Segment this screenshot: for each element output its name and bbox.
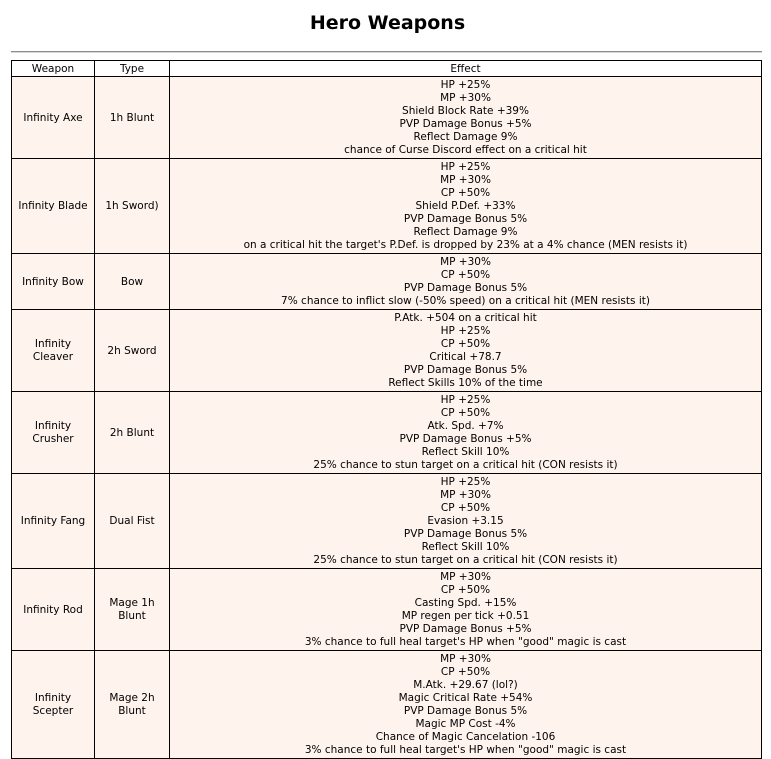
effect-line: CP +50% (440, 584, 491, 596)
table-row (12, 474, 762, 569)
effect-line: PVP Damage Bonus 5% (403, 364, 528, 376)
weapon-effect-cell (170, 77, 762, 159)
weapon-effect-cell (170, 159, 762, 254)
table-row (12, 254, 762, 310)
effect-line: 25% chance to stun target on a critical hit (CON resists it) (313, 459, 618, 471)
effect-line: 25% chance to stun target on a critical hit (CON resists it) (313, 554, 618, 566)
effect-line: PVP Damage Bonus +5% (399, 118, 532, 130)
effect-line: Chance of Magic Cancelation -106 (375, 731, 556, 743)
effect-line: PVP Damage Bonus +5% (399, 433, 532, 445)
effect-line: Casting Spd. +15% (414, 597, 517, 609)
effect-line: M.Atk. +29.67 (lol?) (413, 679, 518, 691)
effect-line: HP +25% (440, 325, 491, 337)
weapon-name-cell: Infinity Axe (12, 77, 95, 159)
effect-line: P.Atk. +504 on a critical hit (394, 312, 537, 324)
effect-line: HP +25% (440, 394, 491, 406)
column-header-effect: Effect (170, 61, 762, 77)
effect-line: HP +25% (440, 161, 491, 173)
effect-line: Evasion +3.15 (427, 515, 504, 527)
effect-line: PVP Damage Bonus 5% (403, 705, 528, 717)
weapon-name-cell: Infinity Bow (12, 254, 95, 310)
effect-line: PVP Damage Bonus 5% (403, 528, 528, 540)
effect-line: CP +50% (440, 187, 491, 199)
weapon-type-cell: Bow (95, 254, 170, 310)
weapon-type-cell: 2h Sword (95, 310, 170, 392)
effect-line: PVP Damage Bonus +5% (399, 623, 532, 635)
weapon-name-cell: Infinity Fang (12, 474, 95, 569)
weapon-name-cell: Infinity Blade (12, 159, 95, 254)
effect-line: Magic Critical Rate +54% (398, 692, 533, 704)
weapon-name-cell: Infinity Scepter (12, 651, 95, 759)
title-divider (11, 51, 762, 53)
table-row (12, 310, 762, 392)
effect-line: MP +30% (440, 653, 491, 665)
effect-line: Magic MP Cost -4% (415, 718, 516, 730)
table-row (12, 77, 762, 159)
effect-line: on a critical hit the target's P.Def. is dropped by 23% at a 4% chance (MEN resists it) (243, 239, 688, 251)
weapon-effect-cell (170, 569, 762, 651)
table-row (12, 569, 762, 651)
table-row (12, 159, 762, 254)
effect-line: Reflect Damage 9% (413, 131, 518, 143)
effect-line: HP +25% (440, 79, 491, 91)
effect-line: Shield P.Def. +33% (415, 200, 516, 212)
weapon-type-cell: Dual Fist (95, 474, 170, 569)
column-header-weapon: Weapon (12, 61, 95, 77)
table-row (12, 651, 762, 759)
effect-line: CP +50% (440, 502, 491, 514)
weapon-rows (12, 77, 762, 759)
effect-line: 7% chance to inflict slow (-50% speed) on a critical hit (MEN resists it) (281, 295, 650, 307)
weapon-type-cell: 1h Sword) (95, 159, 170, 254)
effect-line: Shield Block Rate +39% (402, 105, 529, 117)
weapon-type-cell: Mage 2h Blunt (95, 651, 170, 759)
weapon-name-cell: Infinity Cleaver (12, 310, 95, 392)
effect-line: Critical +78.7 (429, 351, 502, 363)
effect-line: Reflect Damage 9% (413, 226, 518, 238)
weapon-name-cell: Infinity Crusher (12, 392, 95, 474)
effect-line: MP +30% (440, 92, 491, 104)
effect-line: PVP Damage Bonus 5% (403, 213, 528, 225)
effect-line: PVP Damage Bonus 5% (403, 282, 528, 294)
effect-line: MP +30% (440, 174, 491, 186)
effect-line: 3% chance to full heal target's HP when "good" magic is cast (304, 744, 627, 756)
column-header-type: Type (95, 61, 170, 77)
hero-weapons-table (11, 60, 762, 759)
weapon-type-cell: 1h Blunt (95, 77, 170, 159)
effect-line: Reflect Skill 10% (421, 541, 510, 553)
effect-line: MP +30% (440, 571, 491, 583)
effect-line: MP +30% (440, 489, 491, 501)
weapon-type-cell: Mage 1h Blunt (95, 569, 170, 651)
table-row (12, 392, 762, 474)
effect-line: HP +25% (440, 476, 491, 488)
header-row (12, 61, 762, 77)
effect-line: chance of Curse Discord effect on a critical hit (344, 144, 587, 156)
effect-line: Atk. Spd. +7% (427, 420, 504, 432)
effect-line: CP +50% (440, 666, 491, 678)
effect-line: CP +50% (440, 338, 491, 350)
weapon-effect-cell (170, 310, 762, 392)
effect-line: Reflect Skills 10% of the time (388, 377, 543, 389)
weapon-effect-cell (170, 651, 762, 759)
effect-line: CP +50% (440, 269, 491, 281)
effect-line: Reflect Skill 10% (421, 446, 510, 458)
effect-line: MP +30% (440, 256, 491, 268)
page-title: Hero Weapons (309, 12, 466, 34)
weapon-effect-cell (170, 474, 762, 569)
weapon-name-cell: Infinity Rod (12, 569, 95, 651)
effect-line: MP regen per tick +0.51 (401, 610, 530, 622)
weapon-effect-cell (170, 392, 762, 474)
weapon-type-cell: 2h Blunt (95, 392, 170, 474)
weapon-effect-cell (170, 254, 762, 310)
effect-line: 3% chance to full heal target's HP when "good" magic is cast (304, 636, 627, 648)
effect-line: CP +50% (440, 407, 491, 419)
